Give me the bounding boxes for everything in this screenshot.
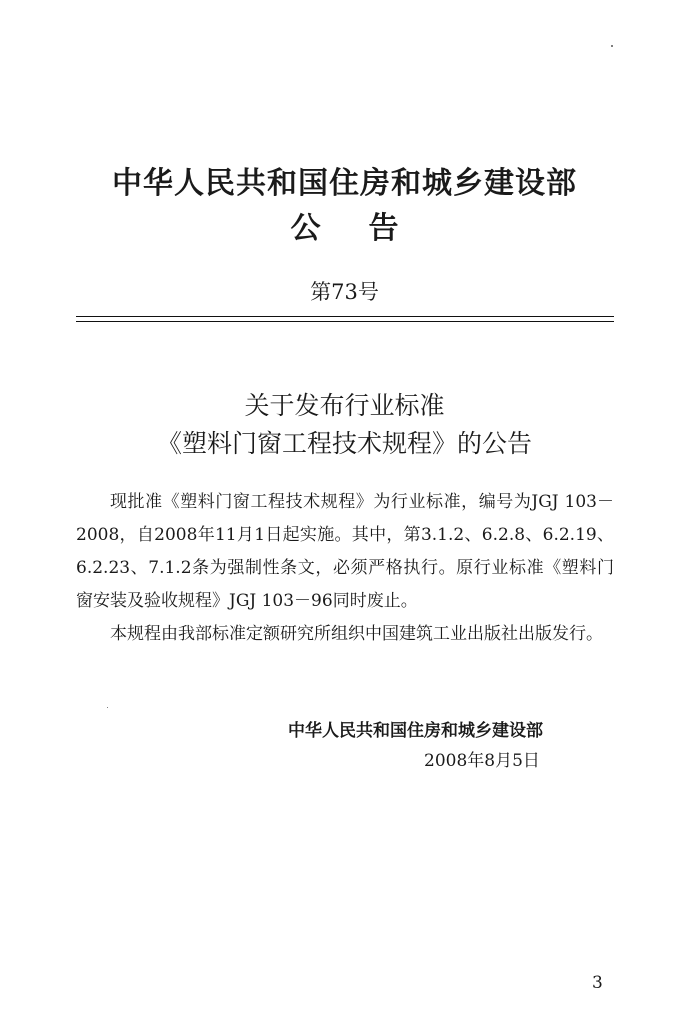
signature-date: 2008年8月5日 <box>424 751 540 771</box>
subject-line-2: 《塑料门窗工程技术规程》的公告 <box>156 429 532 458</box>
body-paragraph-2: 本规程由我部标准定额研究所组织中国建筑工业出版社出版发行。 <box>110 624 603 644</box>
signature-organization: 中华人民共和国住房和城乡建设部 <box>288 721 543 741</box>
body-paragraph-1: 现批准《塑料门窗工程技术规程》为行业标准，编号为JGJ 103－2008，自2008年11月1日起实施。其中，第3.1.2、6.2.8、6.2.19、6.2.23、7.1.2条为强制性条文，必须严格执行。原行业标准《塑料门窗安装及验收规程》JGJ 103－96同时废止。 <box>76 492 614 611</box>
scan-speck <box>611 45 613 47</box>
page-number: 3 <box>592 973 603 993</box>
document-type-title: 公告 <box>290 211 447 246</box>
announcement-number: 第73号 <box>310 280 379 304</box>
scan-speck <box>107 707 108 708</box>
header-divider-bottom <box>76 321 614 322</box>
subject-line-1: 关于发布行业标准 <box>244 391 445 420</box>
header-divider-top <box>76 316 614 317</box>
issuing-authority: 中华人民共和国住房和城乡建设部 <box>112 166 577 201</box>
